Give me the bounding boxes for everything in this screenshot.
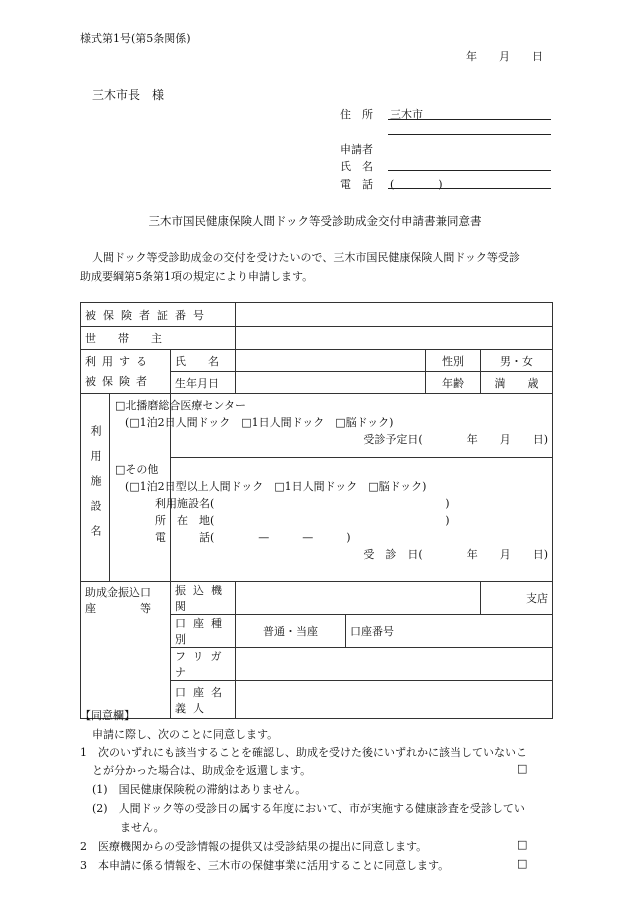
other-address[interactable]: 所 在 地( ) <box>155 514 450 527</box>
applicant-label: 申請者 <box>340 143 373 156</box>
phone-value[interactable]: ( ) <box>390 178 443 191</box>
other-cell <box>115 458 553 582</box>
consent-sub2-line1: (2) 人間ドック等の受診日の属する年度において、市が実施する健康診査を受診してい <box>92 802 525 815</box>
consent-checkbox-2[interactable]: □ <box>517 838 528 851</box>
age-label: 年齢 <box>426 372 481 394</box>
insured-number-field[interactable] <box>236 303 553 327</box>
intro-line-1: 人間ドック等受診助成金の交付を受けたいので、三木市国民健康保険人間ドック等受診 <box>92 251 520 264</box>
consent-checkbox-1[interactable]: □ <box>517 762 528 775</box>
holder-field[interactable] <box>236 681 553 719</box>
user-name-field[interactable] <box>236 350 426 372</box>
other-phone[interactable]: 電 話( — — ) <box>155 531 351 544</box>
consent-sub1: (1) 国民健康保険税の滞納はありません。 <box>92 783 307 796</box>
addressee: 三木市長 様 <box>92 88 165 102</box>
consent-item1-line2: とが分かった場合は、助成金を返還します。 <box>92 764 312 777</box>
bank-field[interactable] <box>236 582 481 615</box>
form-number: 様式第1号(第5条関係) <box>80 32 191 45</box>
address-line-2 <box>388 134 551 135</box>
householder-field[interactable] <box>236 327 553 350</box>
user-label-line1: 利用する <box>85 354 153 368</box>
consent-item2: 2 医療機関からの受診情報の提供又は受診結果の提出に同意します。 <box>80 840 428 853</box>
account-label-line1: 助成金振込口 <box>85 586 151 599</box>
consent-intro: 申請に際し、次のことに同意します。 <box>92 728 279 741</box>
date-line: 年 月 日 <box>466 50 543 63</box>
account-type-label: 口座種別 <box>171 615 236 648</box>
intro-line-2: 助成要綱第5条第1項の規定により申請します。 <box>80 270 314 283</box>
facility-label: 利用施設名 <box>89 425 102 550</box>
branch-label: 支店 <box>481 582 553 615</box>
dob-label: 生年月日 <box>171 372 236 394</box>
account-type-value[interactable]: 普通・当座 <box>236 615 346 648</box>
bank-label: 振込機関 <box>171 582 236 615</box>
hospital-cell <box>115 394 553 458</box>
user-name-row <box>81 350 553 372</box>
name-label: 氏 名 <box>340 160 373 173</box>
address-value[interactable]: 三木市 <box>390 108 423 121</box>
user-label <box>81 350 171 394</box>
furigana-field[interactable] <box>236 648 553 681</box>
other-date[interactable]: 受 診 日( 年 月 日) <box>363 548 549 561</box>
other-facility-name[interactable]: 利用施設名( ) <box>155 497 450 510</box>
account-number-label: 口座番号 <box>346 615 553 648</box>
name-line[interactable] <box>388 170 551 171</box>
document-title: 三木市国民健康保険人間ドック等受診助成金交付申請書兼同意書 <box>148 214 482 228</box>
hospital-row <box>81 394 553 458</box>
age-value[interactable]: 満 歳 <box>481 372 553 394</box>
account-label-line2: 座 等 <box>85 602 151 615</box>
consent-sub2-line2: ません。 <box>120 821 165 834</box>
insured-number-row <box>81 303 553 327</box>
holder-label: 口座名義人 <box>171 681 236 719</box>
furigana-label: フリガナ <box>171 648 236 681</box>
hospital-date[interactable]: 受診予定日( 年 月 日) <box>363 433 549 446</box>
other-option[interactable]: □その他 <box>115 463 159 476</box>
phone-line <box>388 188 551 189</box>
bank-row <box>81 582 553 615</box>
consent-heading: 【同意欄】 <box>80 709 135 722</box>
hospital-courses[interactable]: (□1泊2日人間ドック □1日人間ドック □脳ドック) <box>125 416 394 429</box>
hospital-option[interactable]: □北播磨総合医療センター <box>115 399 246 412</box>
dob-field[interactable] <box>236 372 426 394</box>
sex-label: 性別 <box>426 350 481 372</box>
householder-label: 世 帯 主 <box>81 327 236 350</box>
account-label <box>81 582 171 719</box>
householder-row <box>81 327 553 350</box>
other-courses[interactable]: (□1泊2日型以上人間ドック □1日人間ドック □脳ドック) <box>125 480 427 493</box>
address-label: 住 所 <box>340 108 373 121</box>
consent-item3: 3 本申請に係る情報を、三木市の保健事業に活用することに同意します。 <box>80 859 450 872</box>
consent-item1-line1: 1 次のいずれにも該当することを確認し、助成を受けた後にいずれかに該当していないこ <box>80 746 527 759</box>
insured-number-label: 被保険者証番号 <box>81 303 236 327</box>
application-table <box>80 302 553 719</box>
consent-checkbox-3[interactable]: □ <box>517 857 528 870</box>
address-line-1 <box>388 119 551 120</box>
sex-value[interactable]: 男・女 <box>481 350 553 372</box>
phone-label: 電 話 <box>340 178 373 191</box>
user-name-label: 氏 名 <box>171 350 236 372</box>
user-label-line2: 被保険者 <box>85 374 153 388</box>
